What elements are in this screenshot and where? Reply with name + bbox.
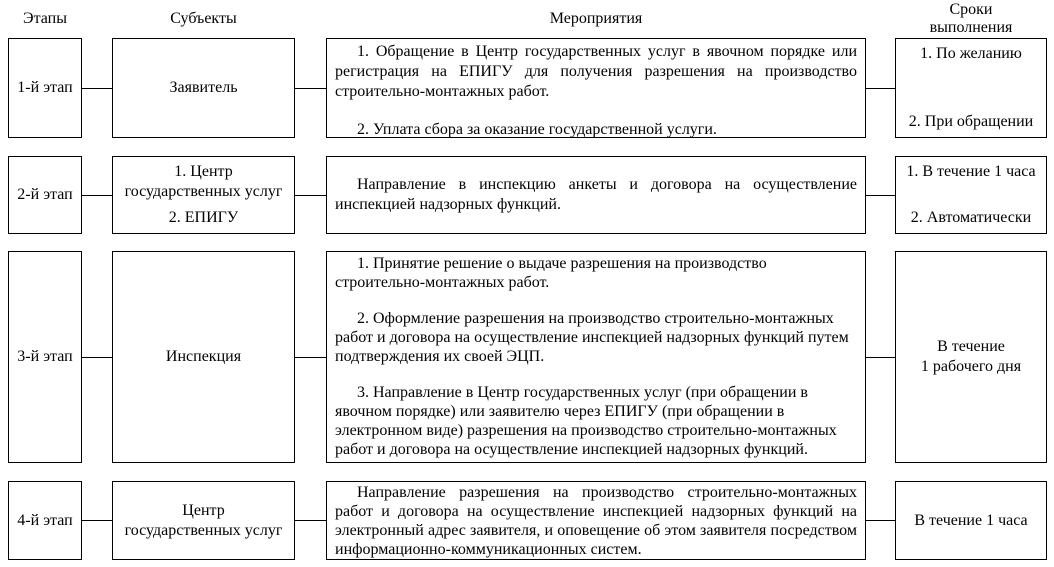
terms-line: 1 рабочего дня bbox=[920, 358, 1022, 375]
connector-line bbox=[295, 520, 326, 521]
connector-line bbox=[866, 357, 895, 358]
terms-box-1 bbox=[895, 38, 1047, 138]
connector-line bbox=[82, 88, 112, 89]
stage-row-4 bbox=[8, 481, 1054, 560]
subject-line: 1. Центр bbox=[174, 163, 233, 180]
activity-paragraph: Направление разрешения на производство строительно-монтажных работ и договора на осуществление инспекцией надзорных функций на электронный адрес заявителя, и оповещение об этом заявителя посредством информационно-коммуникационных систем. bbox=[335, 483, 857, 558]
stage-box-4: 4-й этап bbox=[8, 481, 82, 560]
column-header-stages: Этапы bbox=[23, 10, 67, 27]
subject-line: государственных услуг bbox=[124, 521, 283, 539]
subject-box-1: Заявитель bbox=[112, 38, 295, 138]
subject-box-3: Инспекция bbox=[112, 251, 295, 463]
activity-paragraph: 2. Уплата сбора за оказание государственной услуги. bbox=[357, 121, 717, 138]
activity-paragraph: 2. Оформление разрешения на производство строительно-монтажных работ и договора на осуществление инспекцией надзорных функций путем подтверждения их своей ЭЦП. bbox=[335, 310, 849, 365]
stage-row-3 bbox=[8, 251, 1054, 463]
connector-line bbox=[866, 88, 895, 89]
activity-paragraph: 3. Направление в Центр государственных услуг (при обращении в явочном порядке) или заявителю через ЕПИГУ (при обращении в электронном виде) разрешения на производство строительно-монтажных работ и договора на осуществление инспекцией надзорных функций. bbox=[335, 384, 837, 458]
subject-line: Центр bbox=[182, 501, 225, 519]
activity-box-1 bbox=[326, 38, 866, 138]
terms-item: 1. В течение 1 часа bbox=[906, 163, 1036, 180]
activity-box-4 bbox=[326, 481, 866, 560]
stage-box-2: 2-й этап bbox=[8, 156, 82, 234]
activity-box-2 bbox=[326, 156, 866, 234]
column-header-activities: Мероприятия bbox=[549, 10, 643, 27]
terms-box-4 bbox=[895, 481, 1047, 560]
column-headers bbox=[8, 0, 1054, 38]
column-header-subjects: Субъекты bbox=[170, 10, 237, 27]
connector-line bbox=[82, 357, 112, 358]
connector-line bbox=[82, 195, 112, 196]
stage-row-2 bbox=[8, 156, 1054, 234]
column-header-terms bbox=[895, 1, 1047, 37]
subject-item bbox=[125, 162, 283, 202]
activity-paragraph: 1. Обращение в Центр государственных услуг в явочном порядке или регистрация на ЕПИГУ для получения разрешения на производство строительно-монтажных работ. bbox=[335, 43, 857, 100]
column-header-terms-line1: Сроки bbox=[949, 1, 993, 18]
connector-line bbox=[82, 520, 112, 521]
column-header-terms-line2: выполнения bbox=[929, 19, 1013, 36]
subject-item: 2. ЕПИГУ bbox=[168, 209, 239, 226]
connector-line bbox=[295, 88, 326, 89]
terms-item: 2. Автоматически bbox=[910, 209, 1032, 226]
terms-line: В течение bbox=[937, 338, 1005, 355]
terms-box-3 bbox=[895, 251, 1047, 463]
terms-box-2 bbox=[895, 156, 1047, 234]
connector-line bbox=[866, 520, 895, 521]
stage-box-3: 3-й этап bbox=[8, 251, 82, 463]
subject-box-2 bbox=[112, 156, 295, 234]
terms-item: 1. По желанию bbox=[920, 45, 1022, 62]
stage-box-1: 1-й этап bbox=[8, 38, 82, 138]
connector-line bbox=[295, 195, 326, 196]
connector-line bbox=[866, 195, 895, 196]
connector-line bbox=[295, 357, 326, 358]
terms-line: В течение 1 часа bbox=[914, 511, 1028, 529]
activity-paragraph: Направление в инспекцию анкеты и договора на осуществление инспекцией надзорных функций. bbox=[335, 176, 857, 213]
subject-line: государственных услуг bbox=[124, 183, 283, 200]
activity-box-3 bbox=[326, 251, 866, 463]
subject-box-4 bbox=[112, 481, 295, 560]
activity-paragraph: 1. Принятие решение о выдаче разрешения на производство строительно-монтажных работ. bbox=[335, 255, 767, 291]
stage-row-1 bbox=[8, 38, 1054, 138]
terms-item: 2. При обращении bbox=[908, 113, 1034, 130]
